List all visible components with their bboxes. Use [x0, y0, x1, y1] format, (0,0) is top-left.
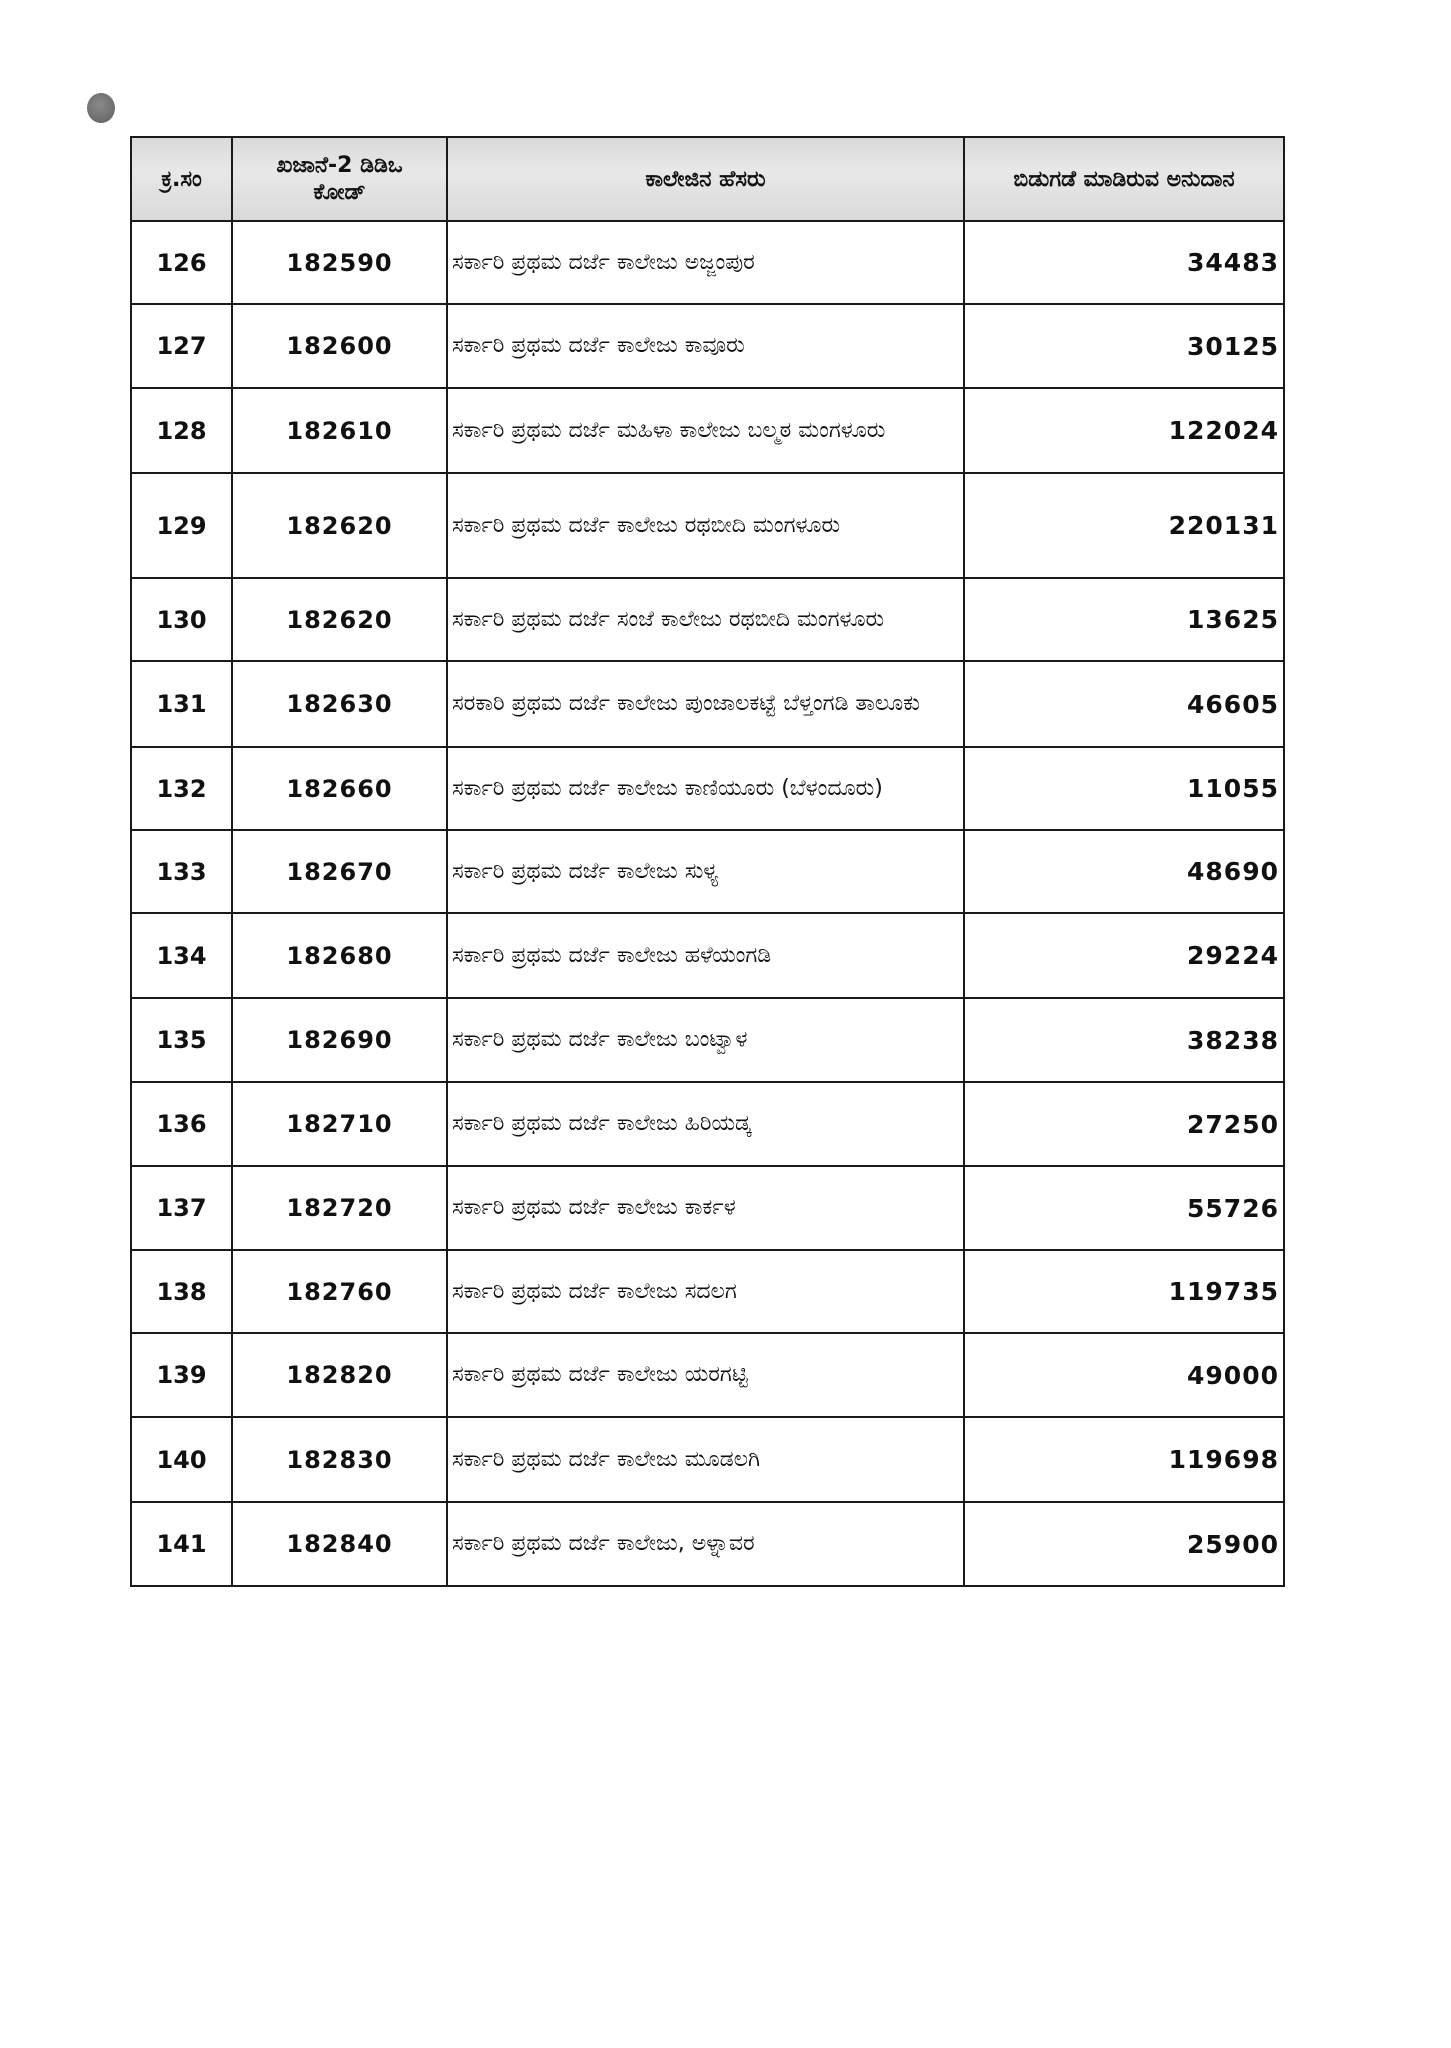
grant-amount-cell: 119735	[964, 1250, 1284, 1333]
serial-number-cell: 131	[131, 661, 232, 747]
college-name-cell: ಸರ್ಕಾರಿ ಪ್ರಥಮ ದರ್ಜೆ ಕಾಲೇಜು ಅಜ್ಜಂಪುರ	[447, 221, 964, 304]
table-row	[131, 304, 1284, 388]
college-name-cell: ಸರ್ಕಾರಿ ಪ್ರಥಮ ದರ್ಜೆ ಕಾಲೇಜು ಕಾಣಿಯೂರು (ಬೆಳಂದೂರು)	[447, 747, 964, 830]
college-name-cell: ಸರಕಾರಿ ಪ್ರಥಮ ದರ್ಜೆ ಕಾಲೇಜು ಪುಂಜಾಲಕಟ್ಟೆ ಬೆಳ್ತಂಗಡಿ ತಾಲೂಕು	[447, 661, 964, 747]
table-row	[131, 1417, 1284, 1502]
serial-number-cell: 137	[131, 1166, 232, 1250]
ddo-code-cell: 182620	[232, 473, 447, 578]
grant-amount-cell: 30125	[964, 304, 1284, 388]
serial-number-cell: 129	[131, 473, 232, 578]
college-name-cell: ಸರ್ಕಾರಿ ಪ್ರಥಮ ದರ್ಜೆ ಕಾಲೇಜು ಸದಲಗ	[447, 1250, 964, 1333]
ddo-code-cell: 182610	[232, 388, 447, 473]
table-body	[131, 221, 1284, 1586]
college-name-cell: ಸರ್ಕಾರಿ ಪ್ರಥಮ ದರ್ಜೆ ಕಾಲೇಜು ಕಾರ್ಕಳ	[447, 1166, 964, 1250]
serial-number-cell: 130	[131, 578, 232, 661]
header-serial: ಕ್ರ.ಸಂ	[131, 137, 232, 221]
table-row	[131, 1502, 1284, 1586]
table-header	[131, 137, 1284, 221]
ddo-code-cell: 182760	[232, 1250, 447, 1333]
table-row	[131, 1333, 1284, 1417]
table-row	[131, 473, 1284, 578]
college-name-cell: ಸರ್ಕಾರಿ ಪ್ರಥಮ ದರ್ಜೆ ಮಹಿಳಾ ಕಾಲೇಜು ಬಲ್ಮಠ ಮಂಗಳೂರು	[447, 388, 964, 473]
grant-amount-cell: 25900	[964, 1502, 1284, 1586]
serial-number-cell: 139	[131, 1333, 232, 1417]
serial-number-cell: 136	[131, 1082, 232, 1166]
table-row	[131, 747, 1284, 830]
college-name-cell: ಸರ್ಕಾರಿ ಪ್ರಥಮ ದರ್ಜೆ ಕಾಲೇಜು ಬಂಟ್ವಾಳ	[447, 998, 964, 1082]
college-name-cell: ಸರ್ಕಾರಿ ಪ್ರಥಮ ದರ್ಜೆ ಕಾಲೇಜು ಮೂಡಲಗಿ	[447, 1417, 964, 1502]
serial-number-cell: 132	[131, 747, 232, 830]
table-row	[131, 388, 1284, 473]
college-name-cell: ಸರ್ಕಾರಿ ಪ್ರಥಮ ದರ್ಜೆ ಕಾಲೇಜು ಹಳೆಯಂಗಡಿ	[447, 913, 964, 998]
ddo-code-cell: 182600	[232, 304, 447, 388]
table-row	[131, 830, 1284, 913]
grant-amount-cell: 119698	[964, 1417, 1284, 1502]
ddo-code-cell: 182840	[232, 1502, 447, 1586]
ddo-code-cell: 182680	[232, 913, 447, 998]
grant-amount-cell: 220131	[964, 473, 1284, 578]
grant-amount-cell: 13625	[964, 578, 1284, 661]
header-ddo-code: ಖಜಾನೆ-2 ಡಿಡಿಒ ಕೋಡ್	[232, 137, 447, 221]
grant-amount-cell: 46605	[964, 661, 1284, 747]
table-row	[131, 998, 1284, 1082]
table-row	[131, 1250, 1284, 1333]
table-row	[131, 661, 1284, 747]
college-name-cell: ಸರ್ಕಾರಿ ಪ್ರಥಮ ದರ್ಜೆ ಕಾಲೇಜು ರಥಬೀದಿ ಮಂಗಳೂರು	[447, 473, 964, 578]
college-name-cell: ಸರ್ಕಾರಿ ಪ್ರಥಮ ದರ್ಜೆ ಕಾಲೇಜು, ಅಳ್ನಾವರ	[447, 1502, 964, 1586]
serial-number-cell: 135	[131, 998, 232, 1082]
ddo-code-cell: 182710	[232, 1082, 447, 1166]
ddo-code-cell: 182630	[232, 661, 447, 747]
header-row	[131, 137, 1284, 221]
ddo-code-cell: 182830	[232, 1417, 447, 1502]
grant-amount-cell: 34483	[964, 221, 1284, 304]
serial-number-cell: 133	[131, 830, 232, 913]
grant-amount-cell: 29224	[964, 913, 1284, 998]
ddo-code-cell: 182820	[232, 1333, 447, 1417]
grant-amount-cell: 11055	[964, 747, 1284, 830]
grant-amount-cell: 122024	[964, 388, 1284, 473]
header-released-grant: ಬಿಡುಗಡೆ ಮಾಡಿರುವ ಅನುದಾನ	[964, 137, 1284, 221]
college-name-cell: ಸರ್ಕಾರಿ ಪ್ರಥಮ ದರ್ಜೆ ಕಾಲೇಜು ಸುಳ್ಯ	[447, 830, 964, 913]
punch-hole-mark	[87, 93, 115, 123]
college-grant-table	[130, 136, 1285, 1587]
college-name-cell: ಸರ್ಕಾರಿ ಪ್ರಥಮ ದರ್ಜೆ ಕಾಲೇಜು ಹಿರಿಯಡ್ಕ	[447, 1082, 964, 1166]
ddo-code-cell: 182590	[232, 221, 447, 304]
table-row	[131, 578, 1284, 661]
grant-amount-cell: 49000	[964, 1333, 1284, 1417]
serial-number-cell: 134	[131, 913, 232, 998]
ddo-code-cell: 182670	[232, 830, 447, 913]
serial-number-cell: 126	[131, 221, 232, 304]
table-row	[131, 1082, 1284, 1166]
table-row	[131, 1166, 1284, 1250]
college-name-cell: ಸರ್ಕಾರಿ ಪ್ರಥಮ ದರ್ಜೆ ಕಾಲೇಜು ಯರಗಟ್ಟಿ	[447, 1333, 964, 1417]
header-college-name: ಕಾಲೇಜಿನ ಹೆಸರು	[447, 137, 964, 221]
grant-amount-cell: 38238	[964, 998, 1284, 1082]
ddo-code-cell: 182660	[232, 747, 447, 830]
ddo-code-cell: 182690	[232, 998, 447, 1082]
ddo-code-cell: 182720	[232, 1166, 447, 1250]
college-name-cell: ಸರ್ಕಾರಿ ಪ್ರಥಮ ದರ್ಜೆ ಕಾಲೇಜು ಕಾವೂರು	[447, 304, 964, 388]
table-row	[131, 913, 1284, 998]
serial-number-cell: 141	[131, 1502, 232, 1586]
grant-amount-cell: 27250	[964, 1082, 1284, 1166]
grant-amount-cell: 48690	[964, 830, 1284, 913]
ddo-code-cell: 182620	[232, 578, 447, 661]
college-name-cell: ಸರ್ಕಾರಿ ಪ್ರಥಮ ದರ್ಜೆ ಸಂಜೆ ಕಾಲೇಜು ರಥಬೀದಿ ಮಂಗಳೂರು	[447, 578, 964, 661]
serial-number-cell: 140	[131, 1417, 232, 1502]
table-row	[131, 221, 1284, 304]
serial-number-cell: 127	[131, 304, 232, 388]
grant-amount-cell: 55726	[964, 1166, 1284, 1250]
serial-number-cell: 138	[131, 1250, 232, 1333]
serial-number-cell: 128	[131, 388, 232, 473]
